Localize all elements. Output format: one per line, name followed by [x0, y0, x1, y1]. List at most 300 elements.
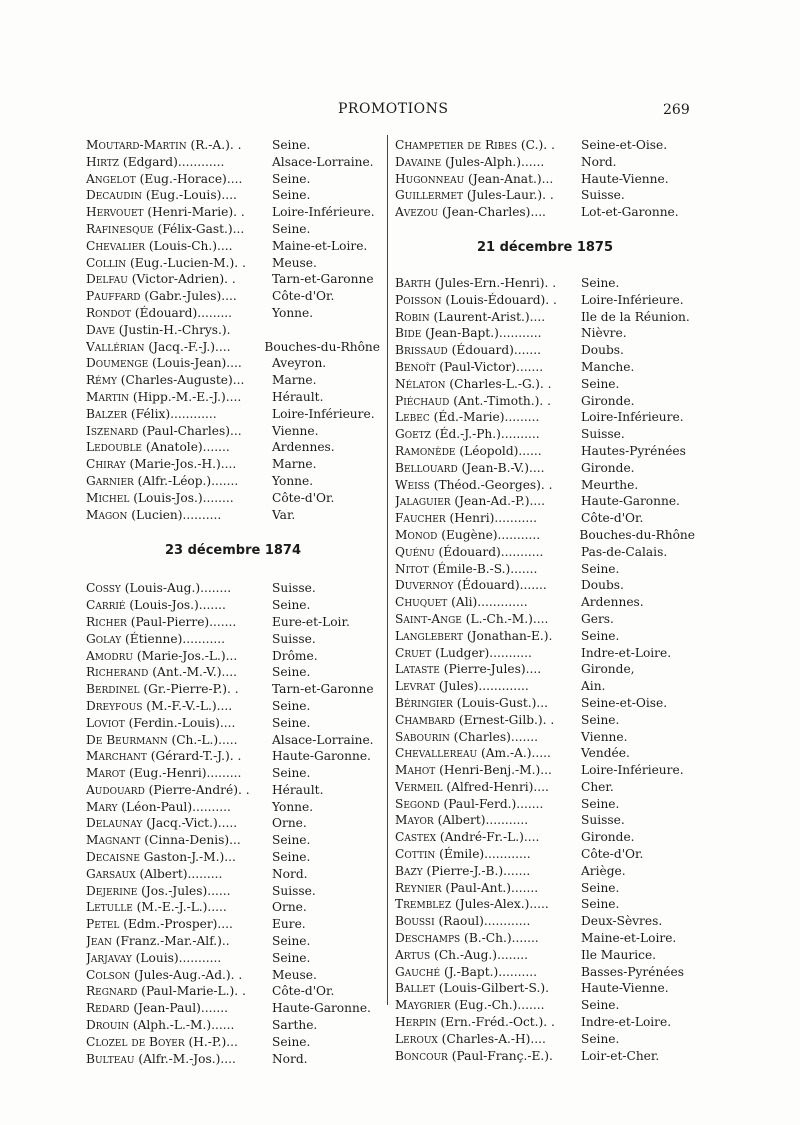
given-names: (M.-E.-J.-L.).....: [132, 900, 227, 915]
person-name: [86, 507, 270, 524]
promotion-entry: [395, 292, 695, 309]
origin-place: Loire-Inférieure.: [581, 410, 684, 425]
person-name: [395, 1014, 579, 1031]
given-names: (Eug.-Lucien-M.). .: [126, 255, 246, 270]
promotion-entry: [86, 204, 380, 221]
given-names: (Henri-Benj.-M.)...: [435, 763, 552, 778]
given-names: (Eug.-Henri).........: [125, 766, 242, 781]
surname: Herpin: [395, 1015, 437, 1030]
person-name: [86, 187, 270, 204]
origin-place: Hautes-Pyrénées: [581, 443, 686, 458]
surname: Angelot: [86, 171, 136, 186]
origin-place: Seine.: [272, 833, 311, 848]
given-names: (Alph.-L.-M.)......: [128, 1018, 235, 1033]
person-name: [86, 899, 270, 916]
promotion-entry: [395, 544, 695, 561]
surname: Vermeil: [395, 779, 443, 794]
promotion-entry: [395, 796, 695, 813]
surname: Nélaton: [395, 376, 446, 391]
origin-place: Suisse.: [272, 581, 316, 596]
person-name: [395, 712, 579, 729]
surname: Rondot: [86, 305, 132, 320]
person-name: [395, 527, 577, 544]
given-names: (Étienne)...........: [121, 631, 225, 646]
promotion-entry: [395, 1031, 695, 1048]
person-name: [86, 732, 270, 749]
person-name: [86, 815, 270, 832]
surname: Chevallereau: [395, 746, 478, 761]
origin-place: Nord.: [272, 866, 308, 881]
promotion-entry: [395, 913, 695, 930]
promotion-entry: [86, 580, 380, 597]
origin-place: Doubs.: [581, 578, 624, 593]
surname: Lebec: [395, 410, 430, 425]
origin-place: Loire-Inférieure.: [272, 406, 375, 421]
promotion-entry: [86, 355, 380, 372]
surname: Langlebert: [395, 628, 464, 643]
given-names: (Hipp.-M.-E.-J.)....: [129, 389, 242, 404]
surname: Levrat: [395, 679, 435, 694]
person-name: [86, 866, 270, 883]
given-names: (Jules-Alex.).....: [451, 897, 549, 912]
given-names: (Lucien)..........: [127, 507, 222, 522]
given-names: (Eug.-Horace)....: [135, 171, 243, 186]
promotion-entry: [395, 980, 695, 997]
promotion-entry: [86, 664, 380, 681]
left-list-2: [86, 580, 380, 1067]
surname: Weiss: [395, 477, 430, 492]
origin-place: Suisse.: [581, 427, 625, 442]
surname: Ballet: [395, 981, 435, 996]
promotion-entry: [86, 439, 380, 456]
given-names: (Louis-Ch.)....: [145, 238, 233, 253]
given-names: (Jean-Ad.-P.)....: [450, 494, 545, 509]
person-name: [395, 544, 579, 561]
person-name: [395, 204, 579, 221]
given-names: (Jean-Charles)....: [438, 205, 546, 220]
origin-place: Seine.: [272, 171, 311, 186]
surname: Regnard: [86, 984, 138, 999]
origin-place: Loire-Inférieure.: [581, 763, 684, 778]
given-names: (Am.-A.).....: [477, 746, 551, 761]
origin-place: Yonne.: [272, 799, 314, 814]
given-names: (Jules).............: [434, 679, 529, 694]
person-name: [395, 493, 579, 510]
origin-place: Aveyron.: [272, 356, 327, 371]
given-names: (Jules-Ern.-Henri). .: [430, 275, 557, 290]
person-name: [395, 964, 579, 981]
running-title: PROMOTIONS: [338, 101, 449, 117]
person-name: [395, 275, 579, 292]
promotion-entry: [86, 950, 380, 967]
person-name: [86, 1017, 270, 1034]
person-name: [86, 614, 270, 631]
promotion-entry: [86, 748, 380, 765]
given-names: (Jean-Bapt.)...........: [421, 326, 542, 341]
given-names: (Félix)............: [127, 406, 217, 421]
given-names: (Louis-Gilbert-S.).: [434, 981, 549, 996]
origin-place: Yonne.: [272, 473, 314, 488]
promotion-entry: [86, 765, 380, 782]
promotion-entry: [395, 745, 695, 762]
origin-place: Cher.: [581, 779, 614, 794]
given-names: (Louis-Jos.).......: [125, 598, 226, 613]
given-names: (Louis)...........: [131, 950, 222, 965]
given-names: (Charles).......: [449, 729, 538, 744]
given-names: (Louis-Jean)....: [148, 356, 242, 371]
promotion-entry: [395, 510, 695, 527]
surname: Mayor: [395, 813, 434, 828]
promotion-entry: [395, 477, 695, 494]
person-name: [86, 950, 270, 967]
promotion-entry: [86, 137, 380, 154]
person-name: [395, 561, 579, 578]
surname: Amodru: [86, 648, 133, 663]
person-name: [86, 832, 270, 849]
given-names: (Jules-Aug.-Ad.). .: [130, 967, 243, 982]
given-names: (Paul-Franç.-E.).: [447, 1048, 553, 1063]
surname: Petel: [86, 917, 120, 932]
surname: Jalaguier: [395, 494, 451, 509]
person-name: [395, 154, 579, 171]
promotion-entry: [395, 561, 695, 578]
promotion-entry: [86, 154, 380, 171]
person-name: [86, 1034, 270, 1051]
person-name: [395, 863, 579, 880]
given-names: (Jules-Laur.). .: [462, 188, 554, 203]
promotion-entry: [395, 645, 695, 662]
origin-place: Indre-et-Loire.: [581, 1015, 672, 1030]
origin-place: Nord.: [581, 154, 617, 169]
given-names: (Émile)............: [435, 847, 531, 862]
given-names: (Paul-Marie-L.). .: [137, 984, 246, 999]
surname: Hugonneau: [395, 171, 465, 186]
person-name: [395, 762, 579, 779]
person-name: [86, 204, 270, 221]
column-divider: [387, 135, 388, 1005]
surname: Colson: [86, 967, 131, 982]
origin-place: Indre-et-Loire.: [581, 645, 672, 660]
origin-place: Meurthe.: [581, 477, 639, 492]
person-name: [86, 406, 270, 423]
person-name: [86, 439, 270, 456]
origin-place: Seine.: [272, 934, 311, 949]
promotion-entry: [395, 695, 695, 712]
origin-place: Maine-et-Loire.: [272, 238, 368, 253]
surname: Audouard: [86, 782, 145, 797]
promotion-entry: [86, 456, 380, 473]
promotion-entry: [395, 863, 695, 880]
promotion-entry: [395, 577, 695, 594]
surname: Duvernoy: [395, 578, 454, 593]
surname: Dejerine: [86, 883, 138, 898]
person-name: [86, 748, 270, 765]
origin-place: Maine-et-Loire.: [581, 931, 677, 946]
given-names: (Louis-Aug.)........: [120, 581, 232, 596]
given-names: (Marie-Jos.-L.)...: [132, 648, 238, 663]
given-names: (Louis-Édouard). .: [441, 292, 557, 307]
given-names: Gaston-J.-M.)...: [139, 850, 236, 865]
surname: Loviot: [86, 715, 125, 730]
promotion-entry: [86, 372, 380, 389]
origin-place: Seine.: [581, 376, 620, 391]
person-name: [86, 456, 270, 473]
origin-place: Sarthe.: [272, 1018, 318, 1033]
surname: Barth: [395, 275, 431, 290]
surname: Decaisne: [86, 850, 140, 865]
origin-place: Loire-Inférieure.: [272, 205, 375, 220]
promotion-entry: [395, 376, 695, 393]
origin-place: Haute-Vienne.: [581, 981, 669, 996]
given-names: (Éd.-J.-Ph.)..........: [430, 427, 540, 442]
surname: Artus: [395, 947, 431, 962]
given-names: (H.-P.)...: [184, 1034, 238, 1049]
origin-place: Nièvre.: [581, 326, 627, 341]
person-name: [86, 664, 270, 681]
promotion-entry: [395, 187, 695, 204]
origin-place: Basses-Pyrénées: [581, 964, 684, 979]
surname: Hervouet: [86, 205, 144, 220]
promotion-entry: [86, 715, 380, 732]
person-name: [395, 678, 579, 695]
given-names: (R.-A.). .: [186, 138, 242, 152]
promotion-entry: [86, 187, 380, 204]
origin-place: Lot-et-Garonne.: [581, 205, 679, 220]
surname: Iszenard: [86, 423, 139, 438]
given-names: (Albert).........: [135, 866, 223, 881]
surname: Jean: [86, 934, 112, 949]
origin-place: Drôme.: [272, 648, 318, 663]
person-name: [395, 695, 579, 712]
origin-place: Suisse.: [272, 883, 316, 898]
surname: Nitot: [395, 561, 429, 576]
person-name: [86, 305, 270, 322]
origin-place: Orne.: [272, 900, 307, 915]
given-names: (Laurent-Arist.)....: [429, 309, 546, 324]
promotion-entry: [395, 359, 695, 376]
person-name: [395, 577, 579, 594]
surname: Piéchaud: [395, 393, 450, 408]
given-names: (Émile-B.-S.).......: [428, 561, 538, 576]
origin-place: Seine.: [272, 698, 311, 713]
origin-place: Pas-de-Calais.: [581, 544, 668, 559]
promotion-entry: [395, 846, 695, 863]
origin-place: Seine.: [272, 188, 311, 203]
origin-place: Seine.: [581, 998, 620, 1013]
given-names: (Charles-A.-H)....: [437, 1031, 546, 1046]
promotion-entry: [395, 661, 695, 678]
origin-place: [270, 322, 272, 339]
person-name: [86, 698, 270, 715]
promotion-entry: [86, 171, 380, 188]
surname: Davaine: [395, 154, 442, 169]
origin-place: Seine.: [272, 715, 311, 730]
surname: Maygrier: [395, 998, 451, 1013]
surname: Marchant: [86, 749, 147, 764]
given-names: (Édouard).......: [447, 343, 542, 358]
person-name: [395, 661, 579, 678]
surname: Lataste: [395, 662, 440, 677]
origin-place: Eure.: [272, 917, 306, 932]
person-name: [86, 221, 270, 238]
given-names: (C.). .: [517, 138, 555, 152]
promotion-entry: [395, 1048, 695, 1065]
surname: Michel: [86, 490, 130, 505]
person-name: [86, 849, 270, 866]
surname: Rafinesque: [86, 221, 154, 236]
origin-place: Eure-et-Loir.: [272, 614, 350, 629]
origin-place: Gironde.: [581, 830, 635, 845]
given-names: (Édouard).......: [453, 578, 547, 593]
surname: Pauffard: [86, 289, 141, 304]
origin-place: Seine.: [581, 796, 620, 811]
origin-place: Seine.: [272, 766, 311, 781]
promotion-entry: [86, 406, 380, 423]
origin-place: Nord.: [272, 1051, 308, 1066]
surname: Mary: [86, 799, 118, 814]
origin-place: Bouches-du-Rhône: [264, 339, 380, 354]
given-names: (Eugène)...........: [437, 527, 541, 542]
origin-place: Seine.: [272, 221, 311, 236]
promotion-entry: [86, 815, 380, 832]
given-names: (Henri-Marie). .: [143, 205, 245, 220]
given-names: (André-Fr.-L.)....: [435, 830, 540, 845]
origin-place: Orne.: [272, 816, 307, 831]
given-names: (Franz.-Mar.-Alf.)..: [111, 934, 230, 949]
promotion-entry: [395, 1014, 695, 1031]
origin-place: Seine.: [272, 850, 311, 865]
promotion-entry: [86, 389, 380, 406]
person-name: [395, 376, 579, 393]
surname: Balzer: [86, 406, 128, 421]
origin-place: Marne.: [272, 457, 317, 472]
person-name: [395, 645, 579, 662]
person-name: [86, 597, 270, 614]
given-names: (Jos.-Jules)......: [137, 883, 231, 898]
given-names: (Raoul)............: [434, 914, 531, 929]
left-list-1: [86, 137, 380, 523]
surname: Decaudin: [86, 188, 142, 203]
surname: Collin: [86, 255, 127, 270]
surname: Mahot: [395, 763, 436, 778]
given-names: (Jacq.-Vict.).....: [142, 816, 238, 831]
person-name: [86, 631, 270, 648]
right-column: [395, 137, 695, 1064]
person-name: [395, 309, 579, 326]
person-name: [395, 796, 579, 813]
origin-place: Var.: [272, 507, 296, 522]
promotion-entry: [395, 997, 695, 1014]
surname: Doumenge: [86, 356, 149, 371]
origin-place: Ile Maurice.: [581, 947, 657, 962]
surname: Delfau: [86, 272, 128, 287]
surname: Saint-Ange: [395, 611, 462, 626]
given-names: (Alfr.-M.-Jos.)....: [134, 1051, 236, 1066]
promotion-entry: [86, 782, 380, 799]
surname: Poisson: [395, 292, 442, 307]
origin-place: Seine.: [581, 561, 620, 576]
person-name: [395, 729, 579, 746]
promotion-entry: [395, 443, 695, 460]
given-names: (Ferdin.-Louis)....: [124, 715, 236, 730]
surname: Marot: [86, 766, 126, 781]
person-name: [395, 745, 579, 762]
promotion-entry: [86, 221, 380, 238]
person-name: [395, 997, 579, 1014]
promotion-entry: [395, 930, 695, 947]
surname: Martin: [86, 389, 130, 404]
surname: Jarjavay: [86, 950, 132, 965]
surname: Avezou: [395, 205, 439, 220]
origin-place: Côte-d'Or.: [272, 984, 335, 999]
origin-place: Gironde,: [581, 662, 635, 677]
surname: Bide: [395, 326, 422, 341]
person-name: [395, 171, 579, 188]
given-names: (Gérard-T.-J.). .: [146, 749, 242, 764]
person-name: [395, 187, 579, 204]
given-names: (Jonathan-E.).: [463, 628, 553, 643]
origin-place: Alsace-Lorraine.: [272, 732, 374, 747]
origin-place: Meuse.: [272, 967, 317, 982]
person-name: [395, 443, 579, 460]
origin-place: Marne.: [272, 373, 317, 388]
origin-place: Suisse.: [581, 813, 625, 828]
section-heading-1875: 21 décembre 1875: [476, 239, 614, 255]
promotion-entry: [86, 631, 380, 648]
surname: Chiray: [86, 457, 126, 472]
origin-place: Loir-et-Cher.: [581, 1048, 660, 1063]
given-names: (Jean-Anat.)...: [464, 171, 554, 186]
given-names: (Edm.-Prosper)....: [119, 917, 233, 932]
promotion-entry: [395, 204, 695, 221]
person-name: [395, 980, 579, 997]
right-list-2: [395, 275, 695, 1064]
person-name: [395, 342, 579, 359]
promotion-entry: [395, 460, 695, 477]
given-names: (Albert)...........: [433, 813, 529, 828]
surname: Carrié: [86, 598, 126, 613]
promotion-entry: [395, 611, 695, 628]
origin-place: Tarn-et-Garonne: [272, 682, 374, 697]
person-name: [395, 1048, 579, 1065]
given-names: (Léon-Paul)..........: [117, 799, 231, 814]
person-name: [86, 782, 270, 799]
given-names: (Paul-Victor).......: [435, 359, 544, 374]
person-name: [395, 880, 579, 897]
given-names: (Éd.-Marie).........: [429, 410, 540, 425]
promotion-entry: [86, 288, 380, 305]
person-name: [86, 1051, 270, 1068]
person-name: [395, 846, 579, 863]
promotion-entry: [86, 473, 380, 490]
given-names: (Félix-Gast.)...: [153, 221, 245, 236]
given-names: (Henri)...........: [445, 511, 538, 526]
origin-place: Haute-Garonne.: [272, 749, 371, 764]
surname: Dave: [86, 322, 115, 337]
surname: Benoît: [395, 359, 436, 374]
promotion-entry: [86, 322, 380, 339]
promotion-entry: [395, 426, 695, 443]
person-name: [395, 292, 579, 309]
surname: Deschamps: [395, 931, 461, 946]
person-name: [395, 896, 579, 913]
person-name: [395, 325, 579, 342]
given-names: (Léopold)......: [455, 443, 542, 458]
origin-place: Gironde.: [581, 393, 635, 408]
promotion-entry: [86, 916, 380, 933]
origin-place: Seine.: [581, 1031, 620, 1046]
promotion-entry: [395, 309, 695, 326]
